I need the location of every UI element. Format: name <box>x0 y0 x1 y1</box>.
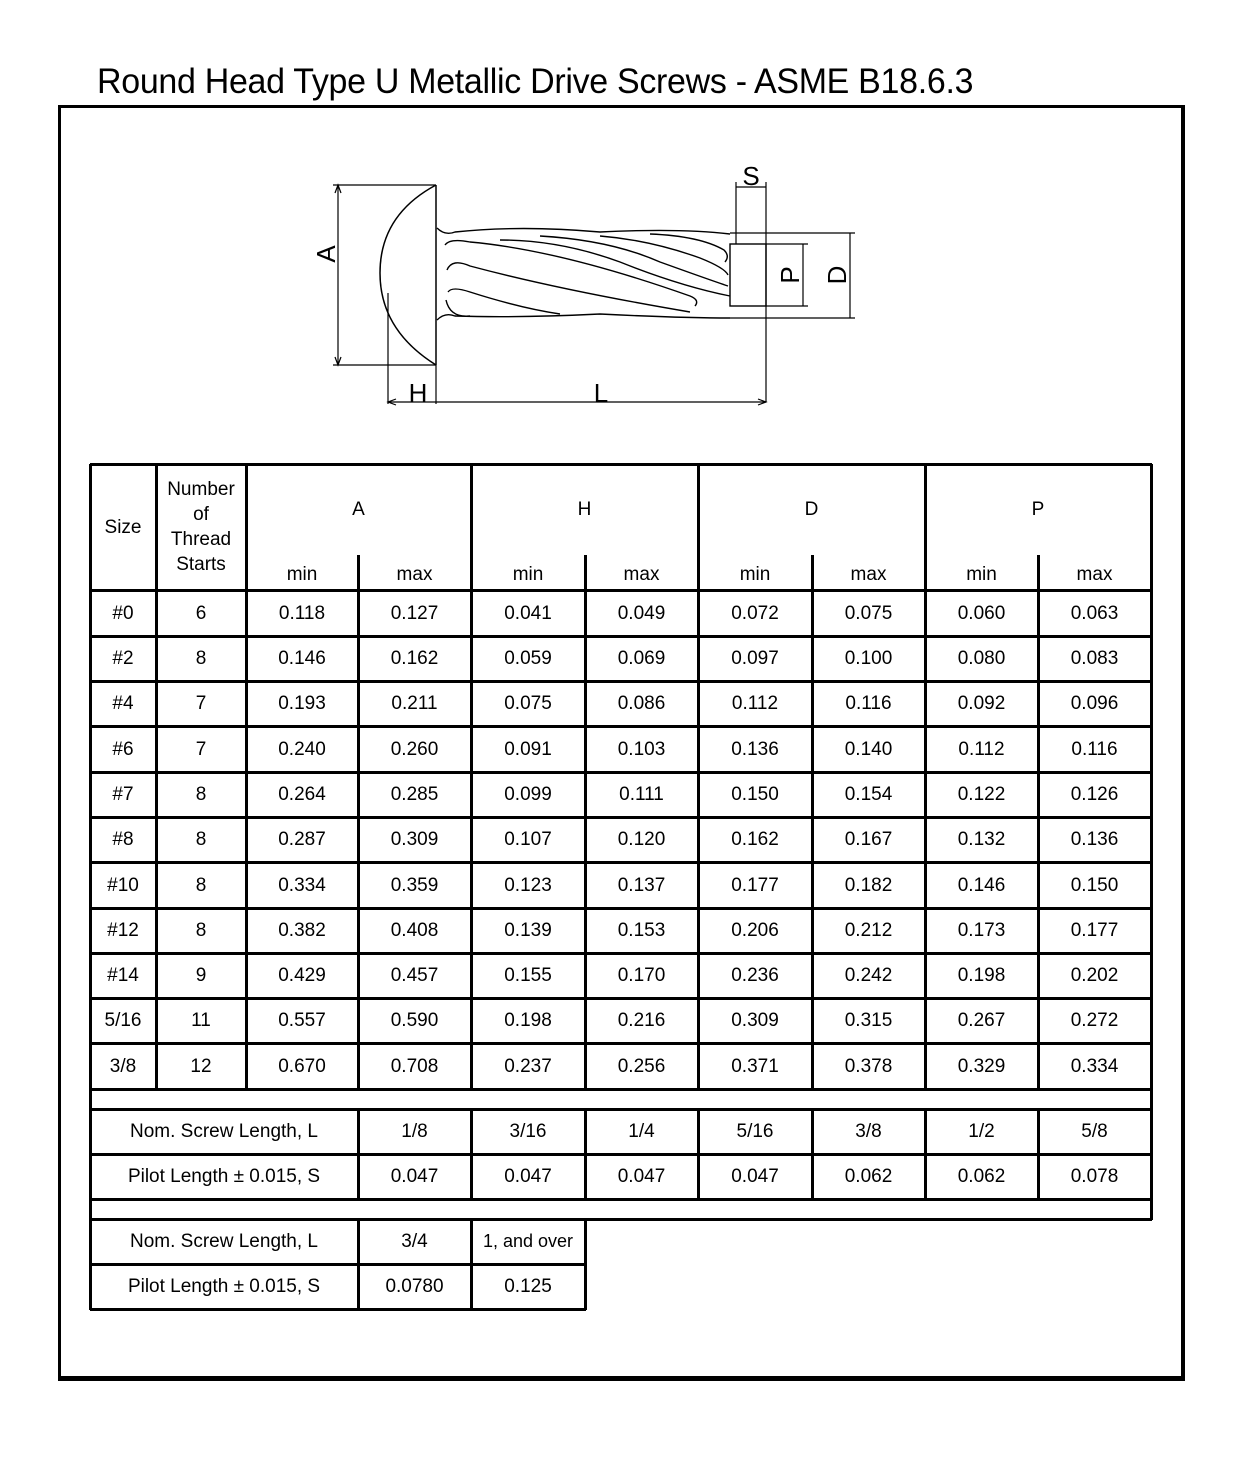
table-rule <box>811 555 814 1090</box>
cell-a-max: 0.359 <box>390 874 439 896</box>
cell-d-max: 0.315 <box>844 1010 893 1031</box>
header-size: Size <box>104 516 142 538</box>
table-rule <box>357 1219 360 1310</box>
header-thread-starts-line: Starts <box>176 554 226 575</box>
header-min: min <box>512 563 544 585</box>
cell-d-max: 0.075 <box>844 602 893 624</box>
cell-p-min: 0.080 <box>957 648 1006 669</box>
header-group-p: P <box>1031 498 1045 520</box>
header-thread-starts-line: Number <box>167 479 235 500</box>
table-rule <box>90 952 1152 955</box>
cell-a-min: 0.193 <box>278 693 326 714</box>
cell-thread-starts: 8 <box>195 784 207 805</box>
cell-p-min: 0.267 <box>957 1010 1006 1031</box>
table-rule <box>697 1109 700 1200</box>
cell-size: #10 <box>107 874 139 896</box>
table-rule <box>90 1042 1152 1045</box>
cell-size: #8 <box>112 829 134 850</box>
cell-p-max: 0.136 <box>1070 829 1119 850</box>
cell-size: #2 <box>112 648 134 669</box>
cell-a-max: 0.309 <box>390 829 439 850</box>
cell-a-max: 0.162 <box>390 648 439 669</box>
pilot1-length: 5/8 <box>1081 1121 1108 1142</box>
cell-d-max: 0.140 <box>844 738 893 760</box>
cell-h-max: 0.086 <box>617 693 666 714</box>
cell-a-min: 0.557 <box>278 1010 326 1031</box>
cell-d-min: 0.112 <box>731 693 779 714</box>
cell-d-min: 0.371 <box>731 1055 779 1077</box>
cell-h-min: 0.099 <box>504 784 552 805</box>
cell-d-max: 0.100 <box>844 648 893 669</box>
cell-h-min: 0.198 <box>504 1010 552 1031</box>
cell-p-max: 0.116 <box>1071 738 1118 760</box>
cell-h-min: 0.059 <box>504 648 552 669</box>
cell-h-max: 0.170 <box>617 965 666 986</box>
table-rule <box>924 1109 927 1200</box>
table-rule <box>90 816 1152 819</box>
cell-d-max: 0.378 <box>844 1055 893 1077</box>
cell-a-min: 0.146 <box>278 648 326 669</box>
header-max: max <box>623 563 660 585</box>
cell-h-min: 0.091 <box>504 738 552 760</box>
header-thread-starts-line: Thread <box>170 529 232 550</box>
header-group-h: H <box>577 498 592 520</box>
cell-h-max: 0.216 <box>617 1010 666 1031</box>
cell-h-min: 0.139 <box>504 920 552 941</box>
cell-h-min: 0.107 <box>504 829 552 850</box>
dim-label-a: A <box>311 245 341 263</box>
cell-d-max: 0.212 <box>844 920 893 941</box>
table-rule <box>90 1088 1152 1091</box>
cell-thread-starts: 9 <box>195 965 207 986</box>
cell-h-max: 0.103 <box>617 738 666 760</box>
cell-a-max: 0.590 <box>390 1010 439 1031</box>
table-rule <box>90 907 1152 910</box>
pilot1-length-label: Nom. Screw Length, L <box>130 1121 318 1142</box>
cell-a-max: 0.211 <box>391 693 438 714</box>
cell-h-max: 0.137 <box>617 874 666 896</box>
pilot2-value: 0.0780 <box>385 1276 444 1297</box>
table-rule <box>584 1219 587 1310</box>
table-rule <box>90 1153 1152 1156</box>
cell-p-min: 0.092 <box>957 693 1006 714</box>
cell-d-min: 0.206 <box>731 920 779 941</box>
pilot1-length: 3/8 <box>855 1121 882 1142</box>
cell-p-max: 0.096 <box>1070 693 1119 714</box>
cell-p-min: 0.329 <box>957 1055 1006 1077</box>
cell-size: 3/8 <box>109 1055 137 1077</box>
cell-h-max: 0.049 <box>617 602 666 624</box>
table-rule <box>90 463 1152 466</box>
cell-size: #7 <box>112 784 134 805</box>
table-rule <box>470 464 473 1090</box>
pilot1-value: 0.062 <box>844 1166 893 1187</box>
cell-h-max: 0.256 <box>617 1055 666 1077</box>
cell-h-max: 0.069 <box>617 648 666 669</box>
cell-d-min: 0.309 <box>731 1010 779 1031</box>
dim-label-d: D <box>822 265 852 285</box>
pilot1-value: 0.047 <box>390 1166 439 1187</box>
pilot1-pilot-label: Pilot Length ± 0.015, S <box>127 1166 321 1187</box>
cell-a-min: 0.670 <box>278 1055 326 1077</box>
table-rule <box>245 464 248 1090</box>
table-rule <box>1150 464 1153 1090</box>
table-rule <box>155 464 158 1090</box>
cell-a-min: 0.382 <box>278 920 326 941</box>
cell-d-max: 0.167 <box>844 829 893 850</box>
pilot2-value: 0.125 <box>504 1276 552 1297</box>
cell-thread-starts: 8 <box>195 920 207 941</box>
cell-size: #6 <box>112 738 134 760</box>
dim-label-l: L <box>593 378 609 408</box>
cell-a-min: 0.264 <box>278 784 326 805</box>
cell-d-max: 0.116 <box>845 693 892 714</box>
table-rule <box>357 1109 360 1200</box>
pilot1-length: 1/8 <box>401 1121 428 1142</box>
table-rule <box>470 1109 473 1200</box>
cell-d-min: 0.236 <box>731 965 779 986</box>
table-rule <box>90 1218 1152 1221</box>
cell-a-max: 0.260 <box>390 738 439 760</box>
pilot1-value: 0.047 <box>731 1166 779 1187</box>
cell-p-min: 0.132 <box>957 829 1006 850</box>
cell-p-max: 0.063 <box>1070 602 1119 624</box>
cell-thread-starts: 12 <box>190 1055 212 1077</box>
cell-p-min: 0.122 <box>957 784 1006 805</box>
cell-p-max: 0.202 <box>1070 965 1119 986</box>
table-rule <box>357 555 360 1090</box>
pilot1-value: 0.062 <box>957 1166 1006 1187</box>
cell-a-max: 0.708 <box>390 1055 439 1077</box>
cell-d-min: 0.162 <box>731 829 779 850</box>
pilot1-value: 0.078 <box>1070 1166 1119 1187</box>
cell-thread-starts: 8 <box>195 648 207 669</box>
header-max: max <box>850 563 887 585</box>
cell-h-min: 0.123 <box>504 874 552 896</box>
pilot2-pilot-label: Pilot Length ± 0.015, S <box>127 1276 321 1297</box>
pilot1-length: 1/2 <box>968 1121 995 1142</box>
header-min: min <box>966 563 997 585</box>
header-group-a: A <box>352 498 365 520</box>
cell-d-min: 0.097 <box>731 648 779 669</box>
cell-h-min: 0.237 <box>504 1055 552 1077</box>
cell-d-min: 0.150 <box>731 784 779 805</box>
table-rule <box>924 464 927 1090</box>
cell-a-max: 0.127 <box>390 602 439 624</box>
header-thread-starts-line: of <box>193 504 209 525</box>
cell-a-min: 0.287 <box>278 829 326 850</box>
screw-diagram <box>300 150 880 420</box>
cell-p-min: 0.198 <box>957 965 1006 986</box>
table-rule <box>584 555 587 1090</box>
cell-h-min: 0.041 <box>504 602 552 624</box>
cell-p-min: 0.146 <box>957 874 1006 896</box>
cell-size: #4 <box>112 693 134 714</box>
table-rule <box>90 725 1152 728</box>
cell-thread-starts: 7 <box>195 693 207 714</box>
pilot1-value: 0.047 <box>504 1166 552 1187</box>
table-rule <box>90 1263 586 1266</box>
cell-p-max: 0.334 <box>1070 1055 1119 1077</box>
table-rule <box>1037 555 1040 1090</box>
table-rule <box>90 680 1152 683</box>
cell-d-max: 0.154 <box>844 784 893 805</box>
cell-thread-starts: 8 <box>195 874 207 896</box>
table-rule <box>584 1109 587 1200</box>
cell-thread-starts: 6 <box>195 602 207 624</box>
cell-p-max: 0.150 <box>1070 874 1119 896</box>
table-rule <box>89 464 92 1310</box>
cell-h-min: 0.155 <box>504 965 552 986</box>
cell-p-min: 0.173 <box>957 920 1006 941</box>
cell-h-min: 0.075 <box>504 693 552 714</box>
pilot1-value: 0.047 <box>617 1166 666 1187</box>
pilot2-length: 3/4 <box>401 1231 428 1252</box>
cell-size: 5/16 <box>104 1010 142 1031</box>
cell-a-max: 0.285 <box>390 784 439 805</box>
cell-p-max: 0.126 <box>1070 784 1119 805</box>
page-title: Round Head Type U Metallic Drive Screws - ASME B18.6.3 <box>97 62 974 101</box>
dim-label-h: H <box>408 378 428 408</box>
cell-size: #0 <box>112 602 134 624</box>
cell-p-min: 0.112 <box>958 738 1005 760</box>
pilot1-length: 1/4 <box>628 1121 655 1142</box>
table-rule <box>90 1198 1152 1201</box>
cell-p-min: 0.060 <box>957 602 1006 624</box>
table-rule <box>90 1308 586 1311</box>
cell-p-max: 0.177 <box>1070 920 1119 941</box>
header-thread-starts <box>156 468 246 586</box>
cell-d-min: 0.072 <box>731 602 779 624</box>
header-group-d: D <box>804 498 819 520</box>
header-min: min <box>739 563 771 585</box>
cell-thread-starts: 8 <box>195 829 207 850</box>
cell-a-max: 0.408 <box>390 920 439 941</box>
header-max: max <box>1076 563 1113 585</box>
cell-p-max: 0.272 <box>1070 1010 1119 1031</box>
cell-thread-starts: 11 <box>191 1010 211 1031</box>
cell-a-min: 0.334 <box>278 874 326 896</box>
pilot2-length-label: Nom. Screw Length, L <box>130 1231 318 1252</box>
table-rule <box>90 997 1152 1000</box>
cell-d-max: 0.242 <box>844 965 893 986</box>
cell-d-max: 0.182 <box>844 874 893 896</box>
cell-size: #12 <box>107 920 139 941</box>
header-min: min <box>286 563 318 585</box>
header-max: max <box>396 563 433 585</box>
table-rule <box>90 589 1152 592</box>
cell-h-max: 0.111 <box>619 784 664 805</box>
table-rule <box>697 464 700 1090</box>
table-rule <box>90 771 1152 774</box>
table-rule <box>90 635 1152 638</box>
cell-d-min: 0.136 <box>731 738 779 760</box>
cell-h-max: 0.153 <box>617 920 666 941</box>
table-rule <box>90 1108 1152 1111</box>
cell-h-max: 0.120 <box>617 829 666 850</box>
table-rule <box>811 1109 814 1200</box>
pilot2-length: 1, and over <box>482 1231 574 1251</box>
cell-a-max: 0.457 <box>390 965 439 986</box>
cell-thread-starts: 7 <box>195 738 207 760</box>
table-rule <box>1037 1109 1040 1200</box>
cell-size: #14 <box>107 965 139 986</box>
dim-label-s: S <box>742 161 760 191</box>
table-rule <box>470 1219 473 1310</box>
pilot1-length: 3/16 <box>509 1121 547 1142</box>
cell-a-min: 0.429 <box>278 965 326 986</box>
pilot1-length: 5/16 <box>736 1121 774 1142</box>
cell-p-max: 0.083 <box>1070 648 1119 669</box>
table-rule <box>90 861 1152 864</box>
cell-d-min: 0.177 <box>731 874 779 896</box>
cell-a-min: 0.240 <box>278 738 326 760</box>
dim-label-p: P <box>775 266 805 284</box>
cell-a-min: 0.118 <box>278 602 326 624</box>
